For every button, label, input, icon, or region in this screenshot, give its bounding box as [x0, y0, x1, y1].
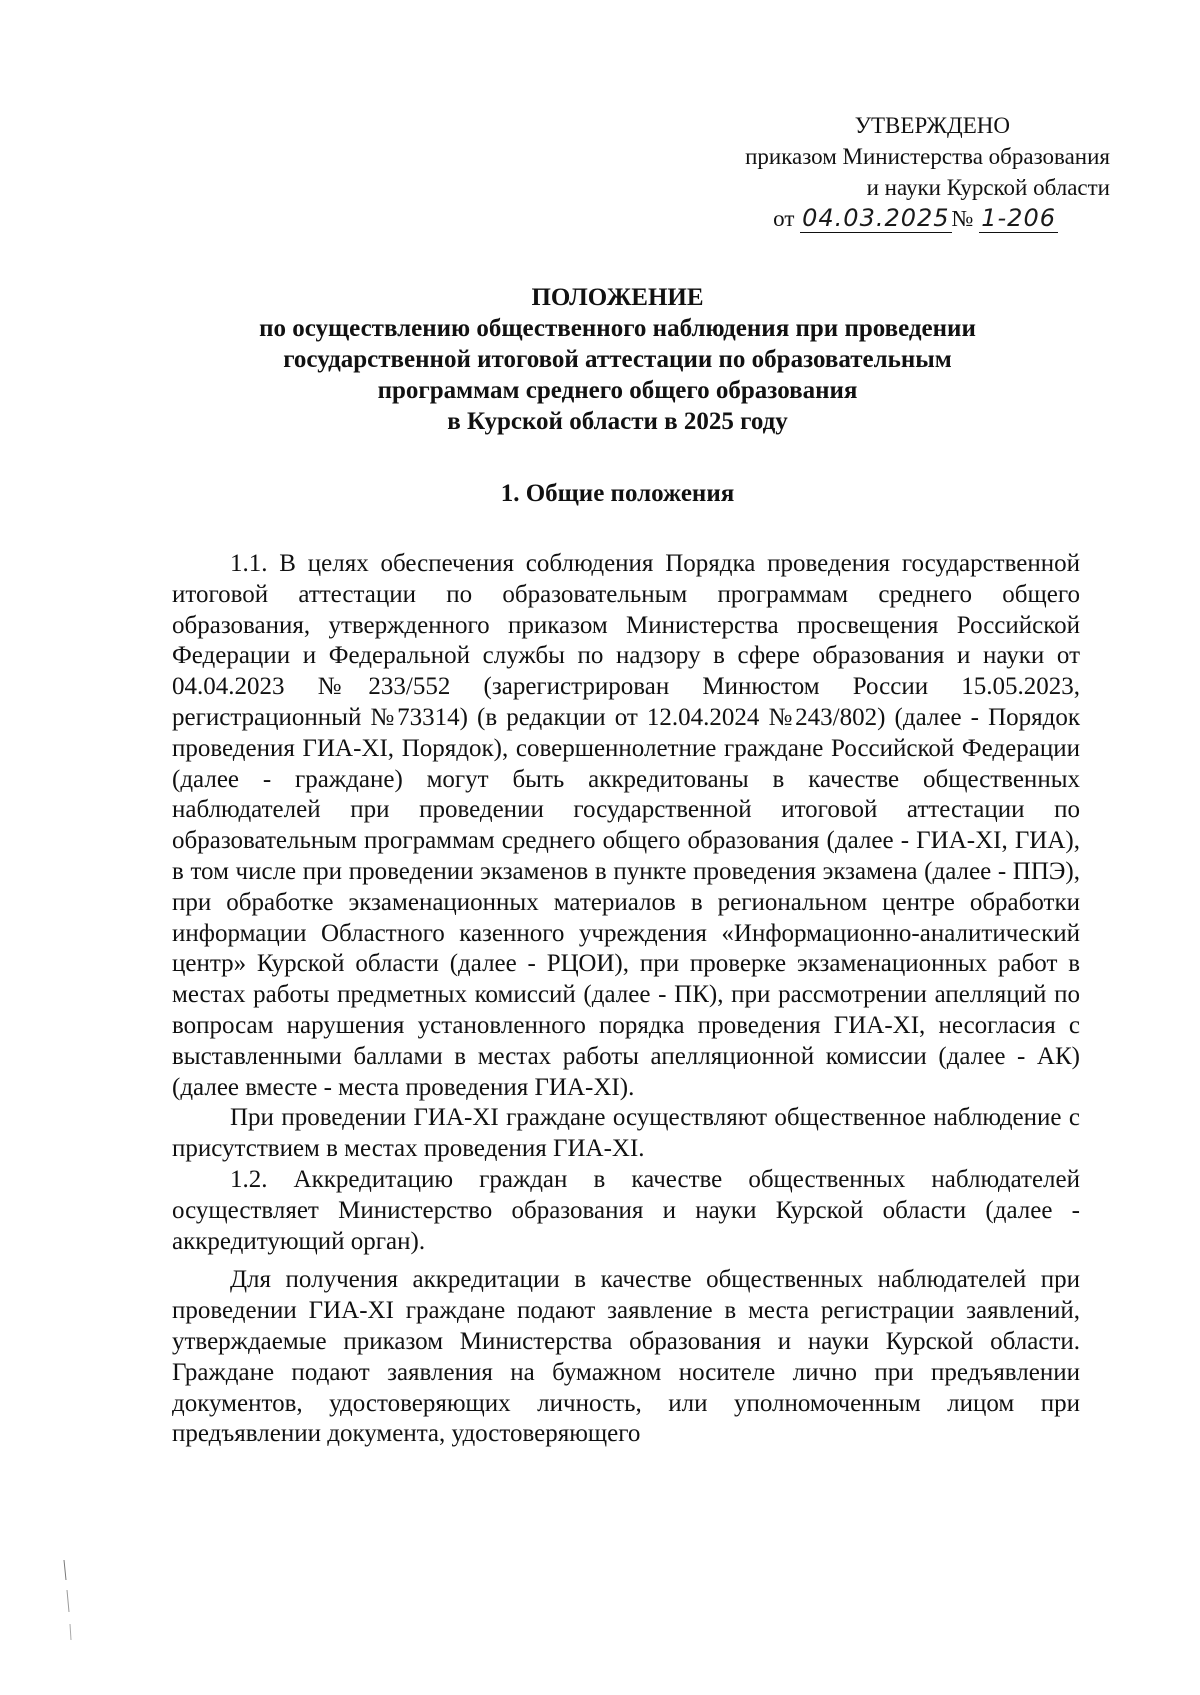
scan-margin-marks: [60, 1560, 90, 1670]
section-heading: 1. Общие положения: [500, 480, 735, 507]
paragraph-1-2: 1.2. Аккредитацию граждан в качестве общественных наблюдателей осуществляет Министерство образования и науки Курской области (далее - аккредитующий орган).: [172, 1165, 1080, 1255]
title-line-2: государственной итоговой аттестации по образовательным: [283, 346, 952, 373]
title-main: ПОЛОЖЕНИЕ: [531, 284, 704, 311]
paragraph-1-1: 1.1. В целях обеспечения соблюдения Порядка проведения государственной итоговой аттестации по образовательным программам среднего общего образования, утвержденного приказом Министерства просвещения Российской Федерации и Федеральной службы по надзору в сфере образования и науки от 04.04.2023 №233/552 (зарегистрирован Минюстом России 15.05.2023, регистрационный №73314) (в редакции от 12.04.2024 №243/802) (далее - Порядок проведения ГИА-XI, Порядок), совершеннолетние граждане Российской Федерации (далее - граждане) могут быть аккредитованы в качестве общественных наблюдателей при проведении государственной итоговой аттестации по образовательным программам среднего общего образования (далее - ГИА-XI, ГИА), в том числе при проведении экзаменов в пункте проведения экзамена (далее - ППЭ), при обработке экзаменационных материалов в региональном центре обработки информации Областного казенного учреждения «Информационно-аналитический центр» Курской области (далее - РЦОИ), при проверке экзаменационных работ в местах работы предметных комиссий (далее - ПК), при рассмотрении апелляций по вопросам нарушения установленного порядка проведения ГИА-XI, несогласия с выставленными баллами в местах работы апелляционной комиссии (далее - АК) (далее вместе - места проведения ГИА-XI).: [172, 550, 1080, 1101]
title-line-4: в Курской области в 2025 году: [447, 408, 788, 435]
approved-label: УТВЕРЖДЕНО: [854, 113, 1010, 138]
approval-stamp: [650, 110, 1110, 234]
paragraph-application: Для получения аккредитации в качестве общественных наблюдателей при проведении ГИА-XI граждане подают заявление в места регистрации заявлений, утверждаемые приказом Министерства образования и науки Курской области. Граждане подают заявления на бумажном носителе лично при предъявлении документов, удостоверяющих личность, или уполномоченным лицом при предъявлении документа, удостоверяющего: [172, 1266, 1080, 1448]
title-line-3: программам среднего общего образования: [377, 377, 858, 404]
document-title: [150, 282, 1085, 437]
number-sign: №: [951, 206, 974, 231]
handwritten-number: 1-206: [981, 204, 1056, 232]
title-line-1: по осуществлению общественного наблюдения при проведении: [259, 315, 976, 342]
approval-date-line: [650, 203, 1058, 234]
body-text: [172, 549, 1080, 1450]
handwritten-date: 04.03.2025: [802, 204, 950, 232]
date-prefix: от: [773, 206, 795, 231]
paragraph-observation: При проведении ГИА-XI граждане осуществляют общественное наблюдение с присутствием в местах проведения ГИА-XI.: [172, 1104, 1080, 1163]
approval-ministry-line: и науки Курской области: [866, 175, 1110, 200]
approval-order-line: приказом Министерства образования: [745, 144, 1110, 169]
